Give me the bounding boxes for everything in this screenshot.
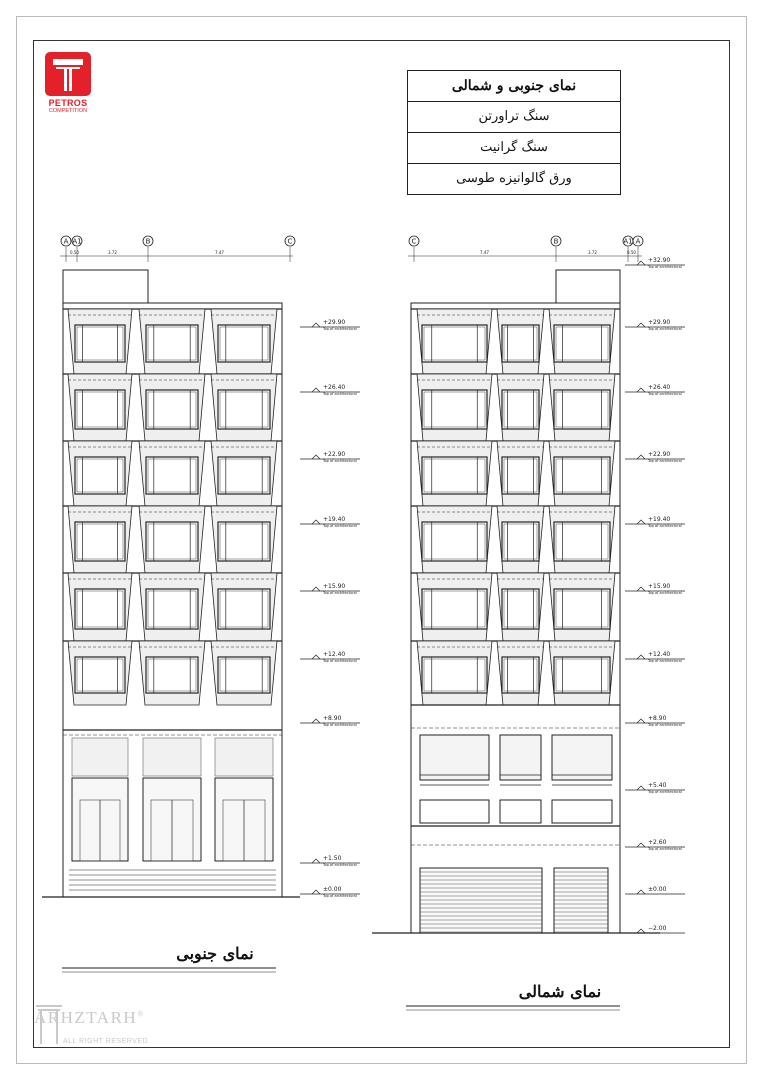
- south-level-5-value: +12.40: [323, 651, 346, 658]
- north-dim-label-2: 3.72: [588, 250, 597, 255]
- south-level-4-value: +15.90: [323, 583, 346, 590]
- north-level-7-value: +8.90: [648, 715, 667, 722]
- legend-title: نمای جنوبی و شمالی: [451, 78, 577, 94]
- south-grid-bubble-b: B: [145, 237, 151, 246]
- north-level-10-value: ±0.00: [648, 886, 667, 893]
- north-level-1-value: +29.90: [648, 319, 671, 326]
- south-level-4-marker: [312, 587, 320, 591]
- south-level-5-marker: [312, 655, 320, 659]
- north-grid-bubble-a: A: [635, 237, 641, 246]
- south-level-4-note: Top of architectural: [323, 591, 357, 595]
- north-level-7-note: Top of architectural: [648, 723, 682, 727]
- north-level-9-note: Top of architectural: [648, 847, 682, 851]
- south-grid-bubble-a1: A1: [72, 237, 82, 246]
- north-level-10-marker: [637, 890, 645, 894]
- legend-item-travertine: سنگ تراورتن: [408, 101, 620, 132]
- south-shop-transom-2: [215, 738, 273, 776]
- north-level-8-note: Top of architectural: [648, 790, 682, 794]
- logo-name: PETROS: [48, 98, 88, 108]
- north-level-9-marker: [637, 843, 645, 847]
- north-level-3-marker: [637, 455, 645, 459]
- south-level-1-note: Top of architectural: [323, 392, 357, 396]
- north-garage-shutter-1: [554, 868, 608, 933]
- north-dim-label-1: 7.47: [480, 250, 489, 255]
- north-lower-window-b-0: [420, 800, 489, 823]
- south-grid-bubble-c: C: [287, 237, 293, 246]
- north-level-11-value: −2.00: [648, 925, 667, 932]
- north-lower-window-b-1: [500, 800, 541, 823]
- north-grid-bubble-b: B: [553, 237, 559, 246]
- south-dim-label-2: 3.72: [108, 250, 117, 255]
- north-level-3-note: Top of architectural: [648, 459, 682, 463]
- north-level-4-value: +19.40: [648, 516, 671, 523]
- north-level-8-value: +5.40: [648, 782, 667, 789]
- north-lower-window-2: [552, 735, 612, 780]
- registered-mark: ®: [137, 1009, 145, 1019]
- south-level-6-value: +8.90: [323, 715, 342, 722]
- north-level-0-value: +32.90: [648, 257, 671, 264]
- north-level-6-marker: [637, 655, 645, 659]
- south-level-7-note: Top of architectural: [323, 863, 357, 867]
- south-rooftop-stair-box: [63, 270, 148, 303]
- north-level-2-marker: [637, 388, 645, 392]
- north-level-7-marker: [637, 719, 645, 723]
- south-elevation-caption: نمای جنوبی: [176, 944, 254, 963]
- north-level-9-value: +2.60: [648, 839, 667, 846]
- south-level-7-value: +1.50: [323, 855, 342, 862]
- south-level-2-note: Top of architectural: [323, 459, 357, 463]
- logo-subtitle: COMPETITION: [48, 108, 88, 114]
- south-level-2-value: +22.90: [323, 451, 346, 458]
- north-level-5-note: Top of architectural: [648, 591, 682, 595]
- north-level-6-value: +12.40: [648, 651, 671, 658]
- watermark-subtitle: ALL RIGHT RESERVED: [63, 1038, 149, 1045]
- south-level-7-marker: [312, 859, 320, 863]
- north-level-3-value: +22.90: [648, 451, 671, 458]
- south-level-8-note: Top of architectural: [323, 894, 357, 898]
- south-level-3-note: Top of architectural: [323, 524, 357, 528]
- south-shop-transom-0: [72, 738, 128, 776]
- north-level-2-note: Top of architectural: [648, 392, 682, 396]
- arhztarh-watermark: [34, 1008, 145, 1028]
- south-dim-label-3: 7.47: [215, 250, 224, 255]
- south-level-1-marker: [312, 388, 320, 392]
- legend-item-galvanized-sheet: ورق گالوانیزه طوسی: [408, 163, 620, 194]
- south-level-3-value: +19.40: [323, 516, 346, 523]
- north-grid-bubble-a1: A1: [623, 237, 633, 246]
- north-level-5-marker: [637, 587, 645, 591]
- north-level-0-note: Top of architectural: [648, 265, 682, 269]
- south-level-5-note: Top of architectural: [323, 659, 357, 663]
- south-level-0-value: +29.90: [323, 319, 346, 326]
- north-level-4-note: Top of architectural: [648, 524, 682, 528]
- south-level-3-marker: [312, 520, 320, 524]
- north-lower-window-b-2: [552, 800, 612, 823]
- south-level-6-marker: [312, 719, 320, 723]
- south-level-2-marker: [312, 455, 320, 459]
- south-level-0-marker: [312, 323, 320, 327]
- north-lower-window-1: [500, 735, 541, 780]
- south-dim-label-1: 0.50: [70, 250, 79, 255]
- north-level-1-note: Top of architectural: [648, 327, 682, 331]
- north-level-2-value: +26.40: [648, 384, 671, 391]
- legend-item-granite: سنگ گرانیت: [408, 132, 620, 163]
- north-level-1-marker: [637, 323, 645, 327]
- north-level-4-marker: [637, 520, 645, 524]
- north-elevation-caption: نمای شمالی: [518, 982, 602, 1001]
- north-rooftop-stair-box: [556, 270, 620, 303]
- north-dim-label-3: 0.50: [627, 250, 636, 255]
- north-level-6-note: Top of architectural: [648, 659, 682, 663]
- south-level-1-value: +26.40: [323, 384, 346, 391]
- north-level-5-value: +15.90: [648, 583, 671, 590]
- north-level-8-marker: [637, 786, 645, 790]
- south-shop-transom-1: [143, 738, 201, 776]
- north-garage-shutter-0: [420, 868, 542, 933]
- south-grid-bubble-a: A: [63, 237, 69, 246]
- north-grid-bubble-c: C: [411, 237, 417, 246]
- south-level-8-value: ±0.00: [323, 886, 342, 893]
- south-level-8-marker: [312, 890, 320, 894]
- watermark-name: ARHZTARH: [34, 1008, 138, 1027]
- south-level-0-note: Top of architectural: [323, 327, 357, 331]
- north-lower-window-0: [420, 735, 489, 780]
- south-level-6-note: Top of architectural: [323, 723, 357, 727]
